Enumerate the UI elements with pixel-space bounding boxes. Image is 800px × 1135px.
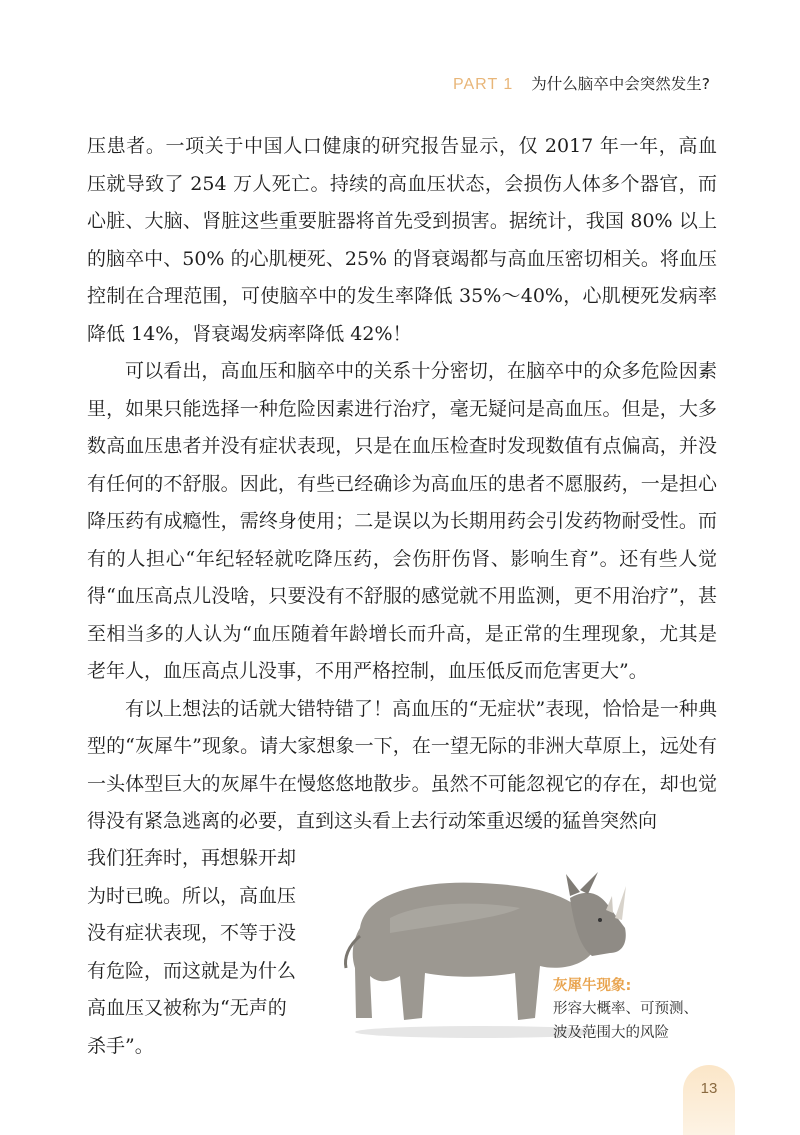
text-line: 我们狂奔时，再想躲开却	[87, 847, 297, 869]
text-line: 为时已晚。所以，高血压	[87, 884, 297, 907]
text-line: 没有症状表现，不等于没	[87, 922, 297, 944]
caption-line: 波及范围大的风险	[553, 1025, 669, 1041]
paragraph: 压患者。一项关于中国人口健康的研究报告显示，仅 2017 年一年，高血压就导致了 254 万人死亡。持续的高血压状态，会损伤人体多个器官，而心脏、大脑、肾脏这些重要脏器将首先受到损害。据统计，我国 80% 以上的脑卒中、50% 的心肌梗死、25% 的肾衰竭都与高血压密切相关。将血压控制在合理范围，可使脑卒中的发生率降低 35%～40%，心肌梗死发病率降低 14%，肾衰竭发病率降低 42%！	[87, 135, 717, 345]
page-number-tab	[683, 1065, 735, 1135]
running-header	[453, 72, 710, 96]
caption-line: 形容大概率、可预测、	[553, 1001, 698, 1017]
text-line: 有危险，而这就是为什么	[87, 959, 297, 982]
wrapped-text	[87, 840, 322, 1065]
chapter-title: 为什么脑卒中会突然发生?	[531, 75, 710, 93]
page-number: 13	[700, 1080, 718, 1097]
paragraph: 有以上想法的话就大错特错了！高血压的“无症状”表现，恰恰是一种典型的“灰犀牛”现象。请大家想象一下，在一望无际的非洲大草原上，远处有一头体型巨大的灰犀牛在慢悠悠地散步。虽然不可能忽视它的存在，却也觉得没有紧急逃离的必要，直到这头看上去行动笨重迟缓的猛兽突然向	[87, 697, 717, 832]
body-text	[87, 128, 717, 841]
text-line: 杀手”。	[87, 1034, 154, 1057]
image-caption	[553, 975, 733, 1045]
part-label: PART 1	[453, 76, 514, 93]
caption-title: 灰犀牛现象:	[553, 978, 632, 994]
paragraph: 可以看出，高血压和脑卒中的关系十分密切，在脑卒中的众多危险因素里，如果只能选择一种危险因素进行治疗，毫无疑问是高血压。但是，大多数高血压患者并没有症状表现，只是在血压检查时发现数值有点偏高，并没有任何的不舒服。因此，有些已经确诊为高血压的患者不愿服药，一是担心降压药有成瘾性，需终身使用；二是误以为长期用药会引发药物耐受性。而有的人担心“年纪轻轻就吃降压药，会伤肝伤肾、影响生育”。还有些人觉得“血压高点儿没啥，只要没有不舒服的感觉就不用监测，更不用治疗”，甚至相当多的人认为“血压随着年龄增长而升高，是正常的生理现象，尤其是老年人，血压高点儿没事，不用严格控制，血压低反而危害更大”。	[87, 360, 717, 682]
text-line: 高血压又被称为“无声的	[87, 997, 287, 1019]
